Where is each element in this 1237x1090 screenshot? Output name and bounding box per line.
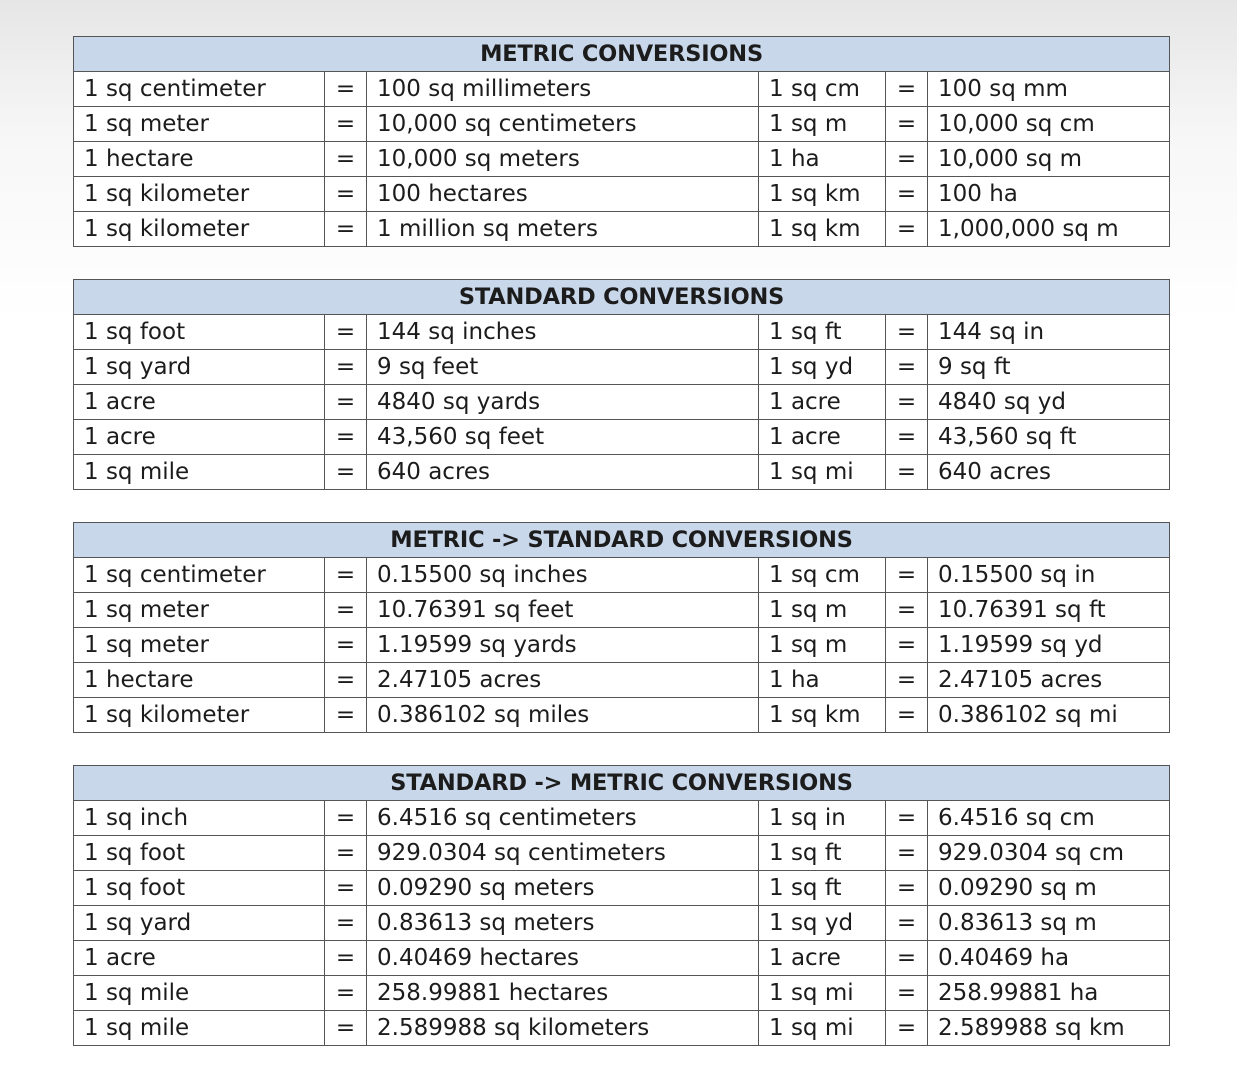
table-title: STANDARD -> METRIC CONVERSIONS <box>74 766 1170 801</box>
table-row <box>74 663 1170 698</box>
equals-sign-cell: = <box>886 350 928 385</box>
unit-name-cell: 1 sq yard <box>74 906 325 941</box>
unit-abbrev-cell: 1 sq mi <box>759 1011 886 1046</box>
table-row <box>74 976 1170 1011</box>
converted-value-cell: 10,000 sq centimeters <box>367 107 759 142</box>
table-row <box>74 628 1170 663</box>
equals-sign-cell: = <box>325 941 367 976</box>
converted-abbrev-cell: 929.0304 sq cm <box>928 836 1170 871</box>
equals-sign-cell: = <box>886 385 928 420</box>
metric-conversions-table <box>73 36 1170 247</box>
table-row <box>74 315 1170 350</box>
equals-sign-cell: = <box>325 593 367 628</box>
equals-sign-cell: = <box>886 315 928 350</box>
unit-abbrev-cell: 1 sq km <box>759 698 886 733</box>
table-row <box>74 455 1170 490</box>
unit-name-cell: 1 sq kilometer <box>74 212 325 247</box>
equals-sign-cell: = <box>325 212 367 247</box>
unit-name-cell: 1 sq centimeter <box>74 72 325 107</box>
table-row <box>74 558 1170 593</box>
equals-sign-cell: = <box>325 976 367 1011</box>
equals-sign-cell: = <box>886 941 928 976</box>
equals-sign-cell: = <box>325 801 367 836</box>
equals-sign-cell: = <box>325 698 367 733</box>
converted-value-cell: 0.83613 sq meters <box>367 906 759 941</box>
unit-name-cell: 1 hectare <box>74 663 325 698</box>
unit-name-cell: 1 sq mile <box>74 1011 325 1046</box>
table-row <box>74 698 1170 733</box>
converted-abbrev-cell: 0.15500 sq in <box>928 558 1170 593</box>
converted-abbrev-cell: 6.4516 sq cm <box>928 801 1170 836</box>
converted-abbrev-cell: 2.589988 sq km <box>928 1011 1170 1046</box>
converted-abbrev-cell: 4840 sq yd <box>928 385 1170 420</box>
converted-value-cell: 2.47105 acres <box>367 663 759 698</box>
equals-sign-cell: = <box>886 976 928 1011</box>
equals-sign-cell: = <box>325 836 367 871</box>
equals-sign-cell: = <box>325 906 367 941</box>
equals-sign-cell: = <box>325 1011 367 1046</box>
table-row <box>74 941 1170 976</box>
converted-value-cell: 0.386102 sq miles <box>367 698 759 733</box>
converted-abbrev-cell: 10.76391 sq ft <box>928 593 1170 628</box>
converted-value-cell: 4840 sq yards <box>367 385 759 420</box>
unit-name-cell: 1 sq foot <box>74 871 325 906</box>
unit-name-cell: 1 sq inch <box>74 801 325 836</box>
unit-name-cell: 1 sq meter <box>74 593 325 628</box>
converted-abbrev-cell: 0.83613 sq m <box>928 906 1170 941</box>
unit-name-cell: 1 sq mile <box>74 976 325 1011</box>
equals-sign-cell: = <box>886 628 928 663</box>
unit-abbrev-cell: 1 sq km <box>759 177 886 212</box>
converted-abbrev-cell: 640 acres <box>928 455 1170 490</box>
table-title: STANDARD CONVERSIONS <box>74 280 1170 315</box>
converted-abbrev-cell: 0.40469 ha <box>928 941 1170 976</box>
unit-name-cell: 1 sq kilometer <box>74 698 325 733</box>
equals-sign-cell: = <box>886 72 928 107</box>
equals-sign-cell: = <box>325 558 367 593</box>
equals-sign-cell: = <box>325 72 367 107</box>
unit-name-cell: 1 sq foot <box>74 315 325 350</box>
equals-sign-cell: = <box>325 385 367 420</box>
unit-abbrev-cell: 1 sq m <box>759 107 886 142</box>
unit-abbrev-cell: 1 sq km <box>759 212 886 247</box>
table-row <box>74 177 1170 212</box>
converted-value-cell: 43,560 sq feet <box>367 420 759 455</box>
equals-sign-cell: = <box>886 107 928 142</box>
standard-conversions-table <box>73 279 1170 490</box>
converted-value-cell: 640 acres <box>367 455 759 490</box>
equals-sign-cell: = <box>325 177 367 212</box>
unit-name-cell: 1 acre <box>74 420 325 455</box>
converted-abbrev-cell: 2.47105 acres <box>928 663 1170 698</box>
converted-value-cell: 0.09290 sq meters <box>367 871 759 906</box>
unit-name-cell: 1 hectare <box>74 142 325 177</box>
converted-value-cell: 1 million sq meters <box>367 212 759 247</box>
table-row <box>74 906 1170 941</box>
table-row <box>74 871 1170 906</box>
table-title: METRIC -> STANDARD CONVERSIONS <box>74 523 1170 558</box>
unit-abbrev-cell: 1 acre <box>759 385 886 420</box>
equals-sign-cell: = <box>886 836 928 871</box>
table-title: METRIC CONVERSIONS <box>74 37 1170 72</box>
unit-name-cell: 1 sq mile <box>74 455 325 490</box>
equals-sign-cell: = <box>886 801 928 836</box>
unit-abbrev-cell: 1 sq ft <box>759 836 886 871</box>
table-row <box>74 107 1170 142</box>
table-row <box>74 212 1170 247</box>
equals-sign-cell: = <box>325 142 367 177</box>
unit-name-cell: 1 acre <box>74 385 325 420</box>
equals-sign-cell: = <box>886 420 928 455</box>
converted-value-cell: 258.99881 hectares <box>367 976 759 1011</box>
converted-value-cell: 144 sq inches <box>367 315 759 350</box>
equals-sign-cell: = <box>325 455 367 490</box>
equals-sign-cell: = <box>325 315 367 350</box>
converted-abbrev-cell: 144 sq in <box>928 315 1170 350</box>
table-row <box>74 836 1170 871</box>
unit-name-cell: 1 sq meter <box>74 628 325 663</box>
equals-sign-cell: = <box>325 350 367 385</box>
converted-value-cell: 100 sq millimeters <box>367 72 759 107</box>
table-row <box>74 385 1170 420</box>
unit-abbrev-cell: 1 sq mi <box>759 976 886 1011</box>
equals-sign-cell: = <box>886 593 928 628</box>
converted-value-cell: 0.40469 hectares <box>367 941 759 976</box>
equals-sign-cell: = <box>886 906 928 941</box>
unit-abbrev-cell: 1 sq ft <box>759 871 886 906</box>
converted-value-cell: 6.4516 sq centimeters <box>367 801 759 836</box>
equals-sign-cell: = <box>886 142 928 177</box>
equals-sign-cell: = <box>886 698 928 733</box>
equals-sign-cell: = <box>886 455 928 490</box>
converted-abbrev-cell: 1,000,000 sq m <box>928 212 1170 247</box>
converted-value-cell: 9 sq feet <box>367 350 759 385</box>
unit-name-cell: 1 sq kilometer <box>74 177 325 212</box>
table-row <box>74 593 1170 628</box>
standard-to-metric-table <box>73 765 1170 1046</box>
converted-value-cell: 0.15500 sq inches <box>367 558 759 593</box>
equals-sign-cell: = <box>886 663 928 698</box>
equals-sign-cell: = <box>886 558 928 593</box>
converted-abbrev-cell: 0.386102 sq mi <box>928 698 1170 733</box>
converted-value-cell: 1.19599 sq yards <box>367 628 759 663</box>
converted-value-cell: 2.589988 sq kilometers <box>367 1011 759 1046</box>
converted-value-cell: 10,000 sq meters <box>367 142 759 177</box>
converted-abbrev-cell: 258.99881 ha <box>928 976 1170 1011</box>
table-row <box>74 72 1170 107</box>
unit-abbrev-cell: 1 sq m <box>759 628 886 663</box>
unit-abbrev-cell: 1 sq yd <box>759 906 886 941</box>
equals-sign-cell: = <box>886 177 928 212</box>
unit-abbrev-cell: 1 sq mi <box>759 455 886 490</box>
equals-sign-cell: = <box>325 420 367 455</box>
equals-sign-cell: = <box>886 212 928 247</box>
table-row <box>74 420 1170 455</box>
equals-sign-cell: = <box>325 871 367 906</box>
unit-name-cell: 1 sq foot <box>74 836 325 871</box>
unit-abbrev-cell: 1 acre <box>759 941 886 976</box>
metric-to-standard-table <box>73 522 1170 733</box>
unit-abbrev-cell: 1 sq ft <box>759 315 886 350</box>
unit-name-cell: 1 sq meter <box>74 107 325 142</box>
unit-abbrev-cell: 1 sq m <box>759 593 886 628</box>
converted-value-cell: 10.76391 sq feet <box>367 593 759 628</box>
unit-abbrev-cell: 1 sq in <box>759 801 886 836</box>
table-row <box>74 350 1170 385</box>
converted-abbrev-cell: 100 sq mm <box>928 72 1170 107</box>
table-row <box>74 801 1170 836</box>
converted-abbrev-cell: 10,000 sq cm <box>928 107 1170 142</box>
unit-name-cell: 1 sq centimeter <box>74 558 325 593</box>
converted-abbrev-cell: 0.09290 sq m <box>928 871 1170 906</box>
unit-abbrev-cell: 1 acre <box>759 420 886 455</box>
unit-abbrev-cell: 1 ha <box>759 663 886 698</box>
unit-abbrev-cell: 1 ha <box>759 142 886 177</box>
conversion-sheet <box>73 36 1169 1078</box>
converted-abbrev-cell: 100 ha <box>928 177 1170 212</box>
table-row <box>74 1011 1170 1046</box>
converted-abbrev-cell: 9 sq ft <box>928 350 1170 385</box>
unit-abbrev-cell: 1 sq yd <box>759 350 886 385</box>
unit-abbrev-cell: 1 sq cm <box>759 72 886 107</box>
unit-abbrev-cell: 1 sq cm <box>759 558 886 593</box>
unit-name-cell: 1 sq yard <box>74 350 325 385</box>
converted-abbrev-cell: 1.19599 sq yd <box>928 628 1170 663</box>
equals-sign-cell: = <box>886 1011 928 1046</box>
equals-sign-cell: = <box>325 663 367 698</box>
converted-abbrev-cell: 43,560 sq ft <box>928 420 1170 455</box>
converted-abbrev-cell: 10,000 sq m <box>928 142 1170 177</box>
equals-sign-cell: = <box>325 628 367 663</box>
converted-value-cell: 100 hectares <box>367 177 759 212</box>
unit-name-cell: 1 acre <box>74 941 325 976</box>
converted-value-cell: 929.0304 sq centimeters <box>367 836 759 871</box>
table-row <box>74 142 1170 177</box>
equals-sign-cell: = <box>325 107 367 142</box>
equals-sign-cell: = <box>886 871 928 906</box>
